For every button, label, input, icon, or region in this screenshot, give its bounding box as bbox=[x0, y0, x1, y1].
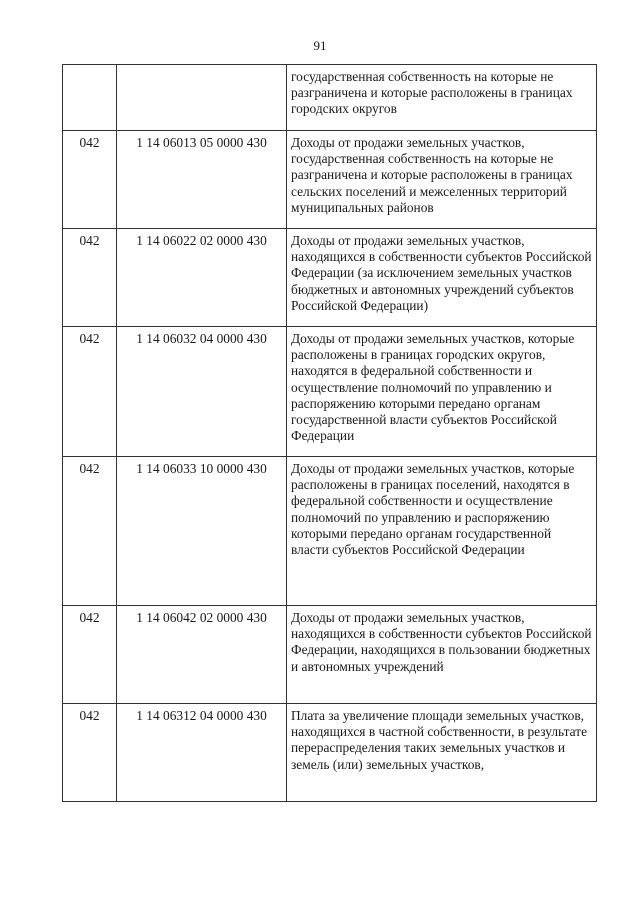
admin-code-cell: 042 bbox=[63, 606, 117, 704]
admin-code-cell: 042 bbox=[63, 704, 117, 802]
revenue-name-cell: Доходы от продажи земельных участков, находящихся в собственности субъектов Российской Федерации (за исключением земельных участков бюджетных и автономных учреждений субъектов Российской Федерации) bbox=[287, 229, 597, 327]
kbk-code-cell bbox=[117, 65, 287, 131]
kbk-code-cell: 1 14 06312 04 0000 430 bbox=[117, 704, 287, 802]
admin-code-cell: 042 bbox=[63, 229, 117, 327]
kbk-code-cell: 1 14 06042 02 0000 430 bbox=[117, 606, 287, 704]
revenue-name-cell: Доходы от продажи земельных участков, которые расположены в границах поселений, находятся в федеральной собственности и осуществление полномочий по управлению и распоряжению которыми передано органам государственной власти субъектов Российской Федерации bbox=[287, 457, 597, 606]
revenue-name-cell: Доходы от продажи земельных участков, которые расположены в границах городских округов, находятся в федеральной собственности и осуществление полномочий по управлению и распоряжению которыми передано органам государственной власти субъектов Российской Федерации bbox=[287, 327, 597, 457]
revenue-name-cell: государственная собственность на которые не разграничена и которые расположены в границах городских округов bbox=[287, 65, 597, 131]
table-row bbox=[63, 131, 597, 229]
admin-code-cell: 042 bbox=[63, 131, 117, 229]
admin-code-cell bbox=[63, 65, 117, 131]
table-row bbox=[63, 704, 597, 802]
kbk-code-cell: 1 14 06013 05 0000 430 bbox=[117, 131, 287, 229]
table-row bbox=[63, 457, 597, 606]
table-row bbox=[63, 229, 597, 327]
table-row bbox=[63, 606, 597, 704]
revenue-classification-table bbox=[62, 64, 597, 802]
revenue-name-cell: Плата за увеличение площади земельных участков, находящихся в частной собственности, в результате перераспределения таких земельных участков и земель (или) земельных участков, bbox=[287, 704, 597, 802]
revenue-name-cell: Доходы от продажи земельных участков, находящихся в собственности субъектов Российской Федерации, находящихся в пользовании бюджетных и автономных учреждений bbox=[287, 606, 597, 704]
kbk-code-cell: 1 14 06033 10 0000 430 bbox=[117, 457, 287, 606]
kbk-code-cell: 1 14 06032 04 0000 430 bbox=[117, 327, 287, 457]
page-number: 91 bbox=[313, 38, 327, 53]
admin-code-cell: 042 bbox=[63, 327, 117, 457]
kbk-code-cell: 1 14 06022 02 0000 430 bbox=[117, 229, 287, 327]
table-row bbox=[63, 65, 597, 131]
revenue-name-cell: Доходы от продажи земельных участков, государственная собственность на которые не разграничена и которые расположены в границах сельских поселений и межселенных территорий муниципальных районов bbox=[287, 131, 597, 229]
table-row bbox=[63, 327, 597, 457]
admin-code-cell: 042 bbox=[63, 457, 117, 606]
